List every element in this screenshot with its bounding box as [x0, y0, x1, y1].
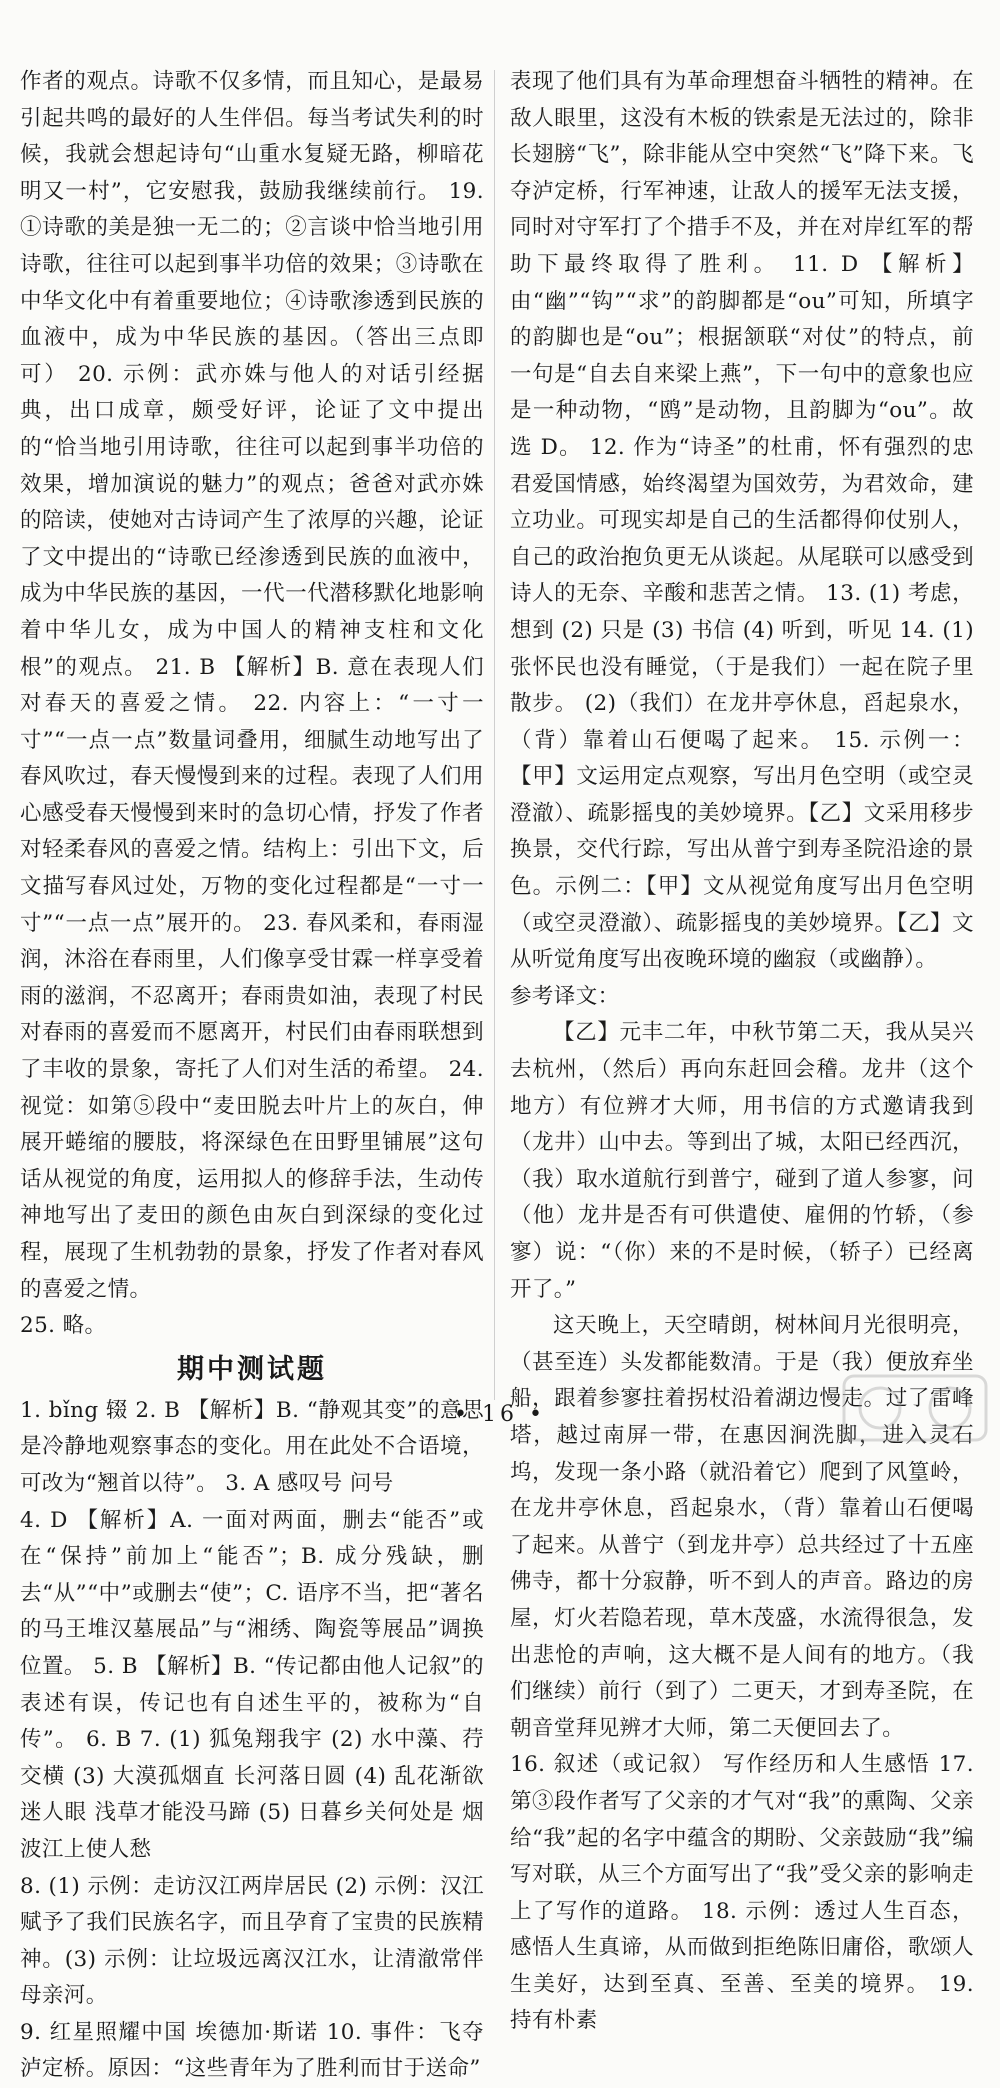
- left-paragraph-3: 1. bǐng 辍 2. B 【解析】B. “静观其变”的意思是冷静地观察事态的变化。用在此处不合语境，可改为“翘首以待”。 3. A 感叹号 问号: [20, 1397, 484, 1496]
- right-paragraph-2: 参考译文：: [510, 983, 620, 1009]
- page-number: • 16 •: [454, 1402, 546, 1427]
- left-paragraph-2: 25. 略。: [20, 1313, 107, 1339]
- right-paragraph-1: 表现了他们具有为革命理想奋斗牺牲的精神。在敌人眼里，这没有木板的铁索是无法过的，除非长翅膀“飞”，除非能从空中突然“飞”降下来。飞夺泸定桥，行军神速，让敌人的援军无法支援，同时对守军打了个措手不及，并在对岸红军的帮助下最终取得了胜利。 11. D 【解析】由“幽”“钩”“求”的韵脚都是“ou”可知，所填字的韵脚也是“ou”；根据颔联“对仗”的特点，前一句是“自去自来梁上燕”，下一句中的意象也应是一种动物，“鸥”是动物，且韵脚为“ou”。故选 D。 12. 作为“诗圣”的杜甫，怀有强烈的忠君爱国情感，始终渴望为国效劳，为君效命，建立功业。可现实却是自己的生活都得仰仗别人，自己的政治抱负更无从谈起。从尾联可以感受到诗人的无奈、辛酸和悲苦之情。 13. (1) 考虑，想到 (2) 只是 (3) 书信 (4) 听到，听见 14. (1) 张怀民也没有睡觉，（于是我们）一起在院子里散步。 (2)（我们）在龙井亭休息，舀起泉水，（背）靠着山石便喝了起来。 15. 示例一：【甲】文运用定点观察，写出月色空明（或空灵澄澈）、疏影摇曳的美妙境界。【乙】文采用移步换景，交代行踪，写出从普宁到寿圣院沿途的景色。示例二：【甲】文从视觉角度写出月色空明（或空灵澄澈）、疏影摇曳的美妙境界。【乙】文从听觉角度写出夜晚环境的幽寂（或幽静）。: [510, 69, 974, 973]
- right-paragraph-4: 这天晚上，天空晴朗，树林间月光很明亮，（甚至连）头发都能数清。于是（我）便放弃坐船，跟着参寥拄着拐杖沿着湖边慢走。过了雷峰塔，越过南屏一带，在惠因涧洗脚，进入灵石坞，发现一条小路（就沿着它）爬到了风篁岭，在龙井亭休息，舀起泉水，（背）靠着山石便喝了起来。从普宁（到龙井亭）总共经过了十五座佛寺，都十分寂静，听不到人的声音。路边的房屋，灯火若隐若现，草木茂盛，水流得很急，发出悲怆的声响，这大概不是人间有的地方。（我们继续）前行（到了）二更天，才到寿圣院，在朝音堂拜见辨才大师，第二天便回去了。: [510, 1313, 974, 1741]
- left-paragraph-1: 作者的观点。诗歌不仅多情，而且知心，是最易引起共鸣的最好的人生伴侣。每当考试失利的时候，我就会想起诗句“山重水复疑无路，柳暗花明又一村”，它安慰我，鼓励我继续前行。 19. ①诗歌的美是独一无二的；②言谈中恰当地引用诗歌，往往可以起到事半功倍的效果；③诗歌在中华文化中有着重要地位；④诗歌渗透到民族的血液中，成为中华民族的基因。（答出三点即可） 20. 示例：武亦姝与他人的对话引经据典，出口成章，颇受好评，论证了文中提出的“恰当地引用诗歌，往往可以起到事半功倍的效果，增加演说的魅力”的观点；爸爸对武亦姝的陪读，使她对古诗词产生了浓厚的兴趣，论证了文中提出的“诗歌已经渗透到民族的血液中，成为中华民族的基因，一代一代潜移默化地影响着中华儿女，成为中国人的精神支柱和文化根”的观点。 21. B 【解析】B. 意在表现人们对春天的喜爱之情。 22. 内容上：“一寸一寸”“一点一点”数量词叠用，细腻生动地写出了春风吹过，春天慢慢到来的过程。表现了人们用心感受春天慢慢到来时的急切心情，抒发了作者对轻柔春风的喜爱之情。结构上：引出下文，后文描写春风过处，万物的变化过程都是“一寸一寸”“一点一点”展开的。 23. 春风柔和，春雨湿润，沐浴在春雨里，人们像享受甘霖一样享受着雨的滋润，不忍离开；春雨贵如油，表现了村民对春雨的喜爱而不愿离开，村民们由春雨联想到了丰收的景象，寄托了人们对生活的希望。 24. 视觉：如第⑤段中“麦田脱去叶片上的灰白，伸展开蜷缩的腰肢，将深绿色在田野里铺展”这句话从视觉的角度，运用拟人的修辞手法，生动传神地写出了麦田的颜色由灰白到深绿的变化过程，展现了生机勃勃的景象，抒发了作者对春风的喜爱之情。: [20, 69, 484, 1302]
- watermark-logo-icon: [840, 1370, 990, 1446]
- column-divider: [494, 70, 495, 1400]
- left-paragraph-4: 4. D 【解析】A. 一面对两面，删去“能否”或在“保持”前加上“能否”；B. 成分残缺，删去“从”“中”或删去“使”；C. 语序不当，把“著名的马王堆汉墓展品”与“湘绣、陶瓷等展品”调换位置。 5. B 【解析】B. “传记都由他人记叙”的表述有误，传记也有自述生平的，被称为“自传”。 6. B 7. (1) 狐兔翔我宇 (2) 水中藻、荇交横 (3) 大漠孤烟直 长河落日圆 (4) 乱花渐欲迷人眼 浅草才能没马蹄 (5) 日暮乡关何处是 烟波江上使人愁: [20, 1507, 484, 1862]
- right-column: [510, 64, 974, 2040]
- section-title: 期中测试题: [177, 1353, 327, 1385]
- right-paragraph-3: 【乙】元丰二年，中秋节第二天，我从吴兴去杭州，（然后）再向东赶回会稽。龙井（这个地方）有位辨才大师，用书信的方式邀请我到（龙井）山中去。等到出了城，太阳已经西沉，（我）取水道航行到普宁，碰到了道人参寥，问（他）龙井是否有可供遣使、雇佣的竹轿，（参寥）说：“（你）来的不是时候，（轿子）已经离开了。”: [510, 1020, 974, 1302]
- left-column: [20, 64, 484, 2088]
- left-paragraph-6: 9. 红星照耀中国 埃德加·斯诺 10. 事件：飞夺泸定桥。原因：“这些青年为了胜利而甘于送命”: [20, 2019, 484, 2082]
- right-paragraph-5: 16. 叙述（或记叙） 写作经历和人生感悟 17. 第③段作者写了父亲的才气对“我”的熏陶、父亲给“我”起的名字中蕴含的期盼、父亲鼓励“我”编写对联，从三个方面写出了“我”受父亲的影响走上了写作的道路。 18. 示例：透过人生百态，感悟人生真谛，从而做到拒绝陈旧庸俗，歌颂人生美好，达到至真、至善、至美的境界。 19. 持有朴素: [510, 1752, 974, 2034]
- left-paragraph-5: 8. (1) 示例：走访汉江两岸居民 (2) 示例：汉江赋予了我们民族名字，而且孕育了宝贵的民族精神。(3) 示例：让垃圾远离汉江水，让清澈常伴母亲河。: [20, 1873, 484, 2009]
